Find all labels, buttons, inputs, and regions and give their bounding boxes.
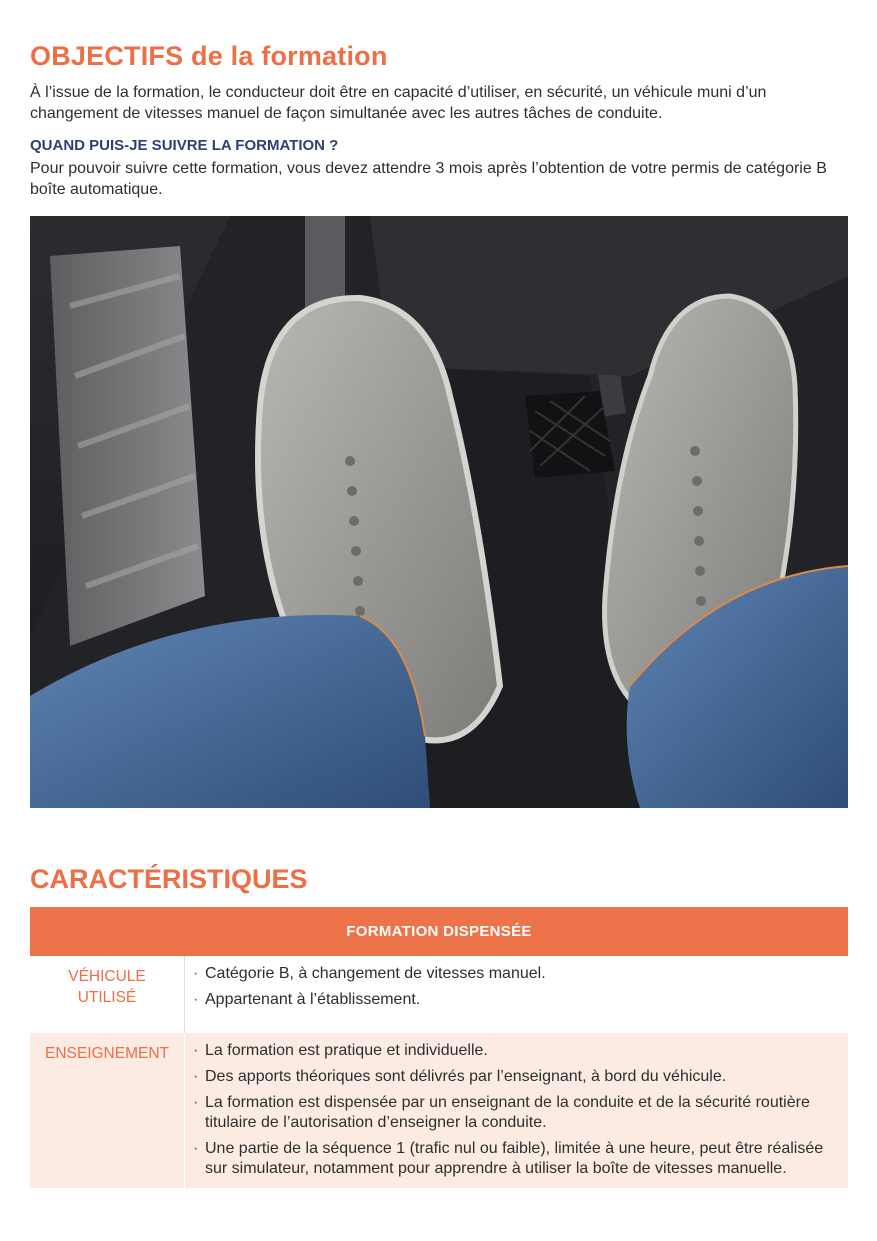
- list-item: [193, 964, 836, 984]
- when-text: Pour pouvoir suivre cette formation, vous devez attendre 3 mois après l’obtention de votre permis de catégorie B boîte automatique.: [30, 160, 827, 198]
- characteristics-table: [30, 907, 848, 1188]
- list-item: [193, 990, 836, 1010]
- bullet-icon: ·: [193, 1042, 199, 1059]
- table-row-teaching: [30, 1033, 848, 1188]
- objectives-text: À l’issue de la formation, le conducteur doit être en capacité d’utiliser, en sécurité, un véhicule muni d’un changement de vitesses manuel de façon simultanée avec les autres tâches de conduite.: [30, 84, 767, 122]
- objectives-section: [30, 38, 848, 200]
- list-item-text: La formation est dispensée par un enseignant de la conduite et de la sécurité routière titulaire de l’autorisation d’enseigner la conduite.: [205, 1094, 810, 1131]
- characteristics-title: CARACTÉRISTIQUES: [30, 864, 308, 894]
- table-header: FORMATION DISPENSÉE: [30, 907, 848, 956]
- row-label: VÉHICULE UTILISÉ: [68, 968, 146, 1006]
- bullet-icon: ·: [193, 991, 199, 1008]
- teaching-list: [193, 1041, 836, 1179]
- row-label-teaching: [30, 1033, 185, 1188]
- list-item-text: La formation est pratique et individuelle.: [205, 1042, 488, 1059]
- row-label: ENSEIGNEMENT: [44, 1045, 169, 1062]
- bullet-icon: ·: [193, 1068, 199, 1085]
- vehicle-list: [193, 964, 836, 1010]
- bullet-icon: ·: [193, 1094, 199, 1111]
- list-item-text: Une partie de la séquence 1 (trafic nul ou faible), limitée à une heure, peut être réalisée sur simulateur, notamment pour apprendre à utiliser la boîte de vitesses manuelle.: [205, 1140, 824, 1177]
- feet-on-pedals-photo: [30, 216, 848, 808]
- when-title: QUAND PUIS-JE SUIVRE LA FORMATION ?: [30, 137, 339, 154]
- row-label-vehicle: [30, 956, 185, 1033]
- table-row-vehicle: [30, 956, 848, 1033]
- list-item: [193, 1041, 836, 1061]
- list-item: [193, 1067, 836, 1087]
- bullet-icon: ·: [193, 965, 199, 982]
- list-item: [193, 1139, 836, 1179]
- list-item-text: Catégorie B, à changement de vitesses manuel.: [205, 965, 546, 982]
- list-item-text: Appartenant à l’établissement.: [205, 991, 421, 1008]
- objectives-title: OBJECTIFS de la formation: [30, 41, 388, 71]
- list-item: [193, 1093, 836, 1133]
- bullet-icon: ·: [193, 1140, 199, 1157]
- list-item-text: Des apports théoriques sont délivrés par l’enseignant, à bord du véhicule.: [205, 1068, 727, 1085]
